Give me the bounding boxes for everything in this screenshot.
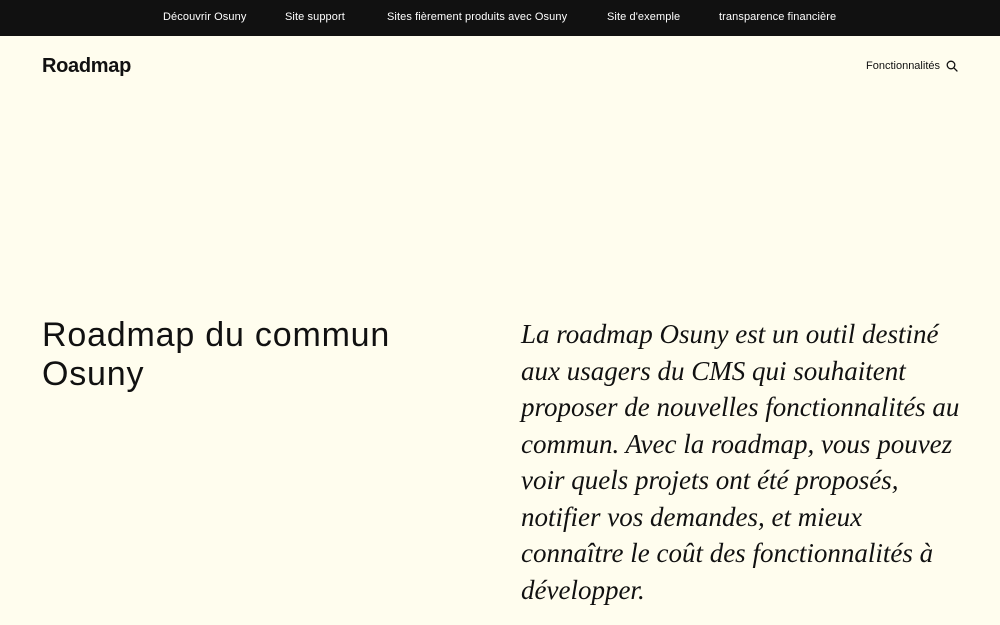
topbar-link-site-exemple[interactable]: Site d'exemple [607,11,681,23]
topbar-link-decouvrir-osuny[interactable]: Découvrir Osuny [163,11,247,23]
site-logo[interactable]: Roadmap [42,55,132,77]
site-header [0,36,1000,100]
topbar-link-site-support[interactable]: Site support [285,11,345,23]
intro-text: La roadmap Osuny est un outil destiné aux usagers du CMS qui souhaitent proposer de nouvelles fonctionnalités au commun. Avec la roadmap, vous pouvez voir quels projets ont été proposés, notifier vos demandes, et mieux connaître le coût des fonctionnalités à développer. [521,319,960,605]
nav-link-fonctionnalites[interactable]: Fonctionnalités [866,60,940,72]
top-bar [0,0,1000,36]
topbar-link-transparence-financiere[interactable]: transparence financière [719,11,837,23]
page-title: Roadmap du commun Osuny [42,316,391,393]
search-icon[interactable] [946,60,960,74]
topbar-link-sites-produits[interactable]: Sites fièrement produits avec Osuny [387,11,568,23]
